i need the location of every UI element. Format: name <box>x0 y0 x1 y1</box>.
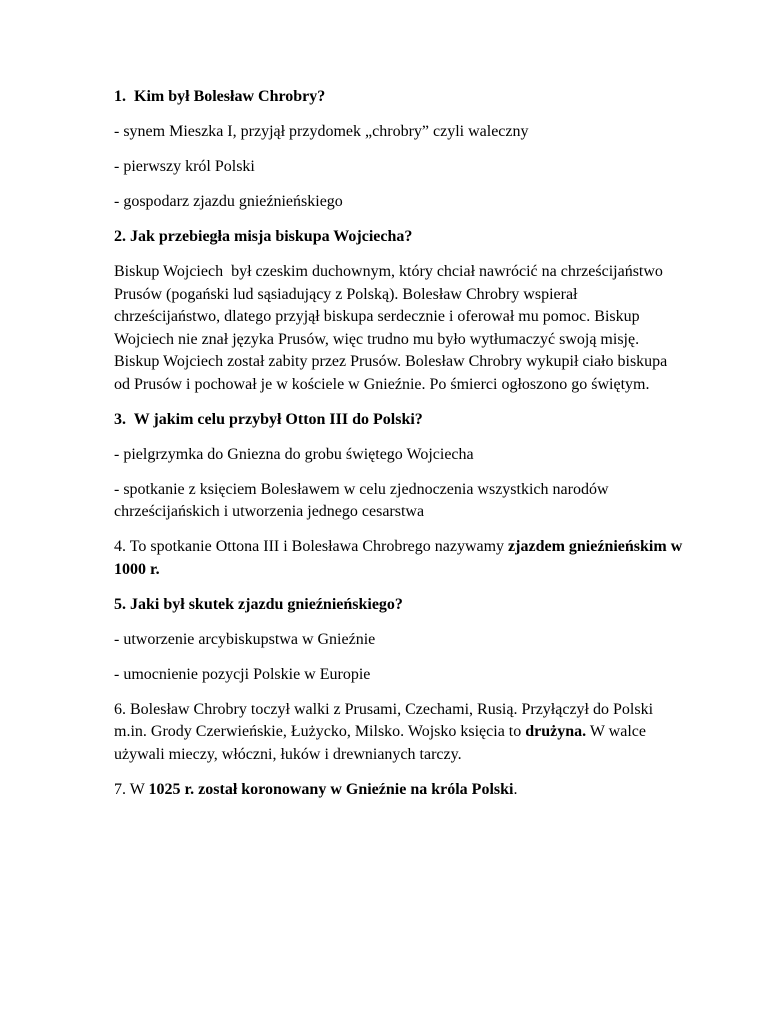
question-3-title: 3. W jakim celu przybył Otton III do Polski? <box>114 410 423 428</box>
question-5-heading <box>114 594 684 617</box>
question-3-item-1: - pielgrzymka do Gniezna do grobu świętego Wojciecha <box>114 445 474 463</box>
question-5-title: 5. Jaki był skutek zjazdu gnieźnieńskiego? <box>114 595 403 613</box>
question-1-item-1: - synem Mieszka I, przyjął przydomek „chrobry” czyli waleczny <box>114 123 529 140</box>
question-4-bold: zjazdem gnieźnieńskim w 1000 r. <box>114 538 687 578</box>
question-5-item-1: - utworzenie arcybiskupstwa w Gnieźnie <box>114 630 376 648</box>
question-5-item-2: - umocnienie pozycji Polskie w Europie <box>114 665 371 683</box>
question-2-body: Biskup Wojciech był czeskim duchownym, który chciał nawrócić na chrześcijaństwo Prusów (pogański lud sąsiadujący z Polską). Bolesław Chrobry wspierał chrześcijaństwo, dlatego przyjął biskupa serdecznie i oferował mu pomoc. Biskup Wojciech nie znał języka Prusów, więc trudno mu było wytłumaczyć swoją misję. Biskup Wojciech został zabity przez Prusów. Bolesław Chrobry wykupił ciało biskupa od Prusów i pochował je w kościele w Gnieźnie. Po śmierci ogłoszono go świętym. <box>114 263 672 393</box>
question-4-text: 4. To spotkanie Ottona III i Bolesława Chrobrego nazywamy <box>114 538 509 555</box>
question-3-heading <box>114 409 684 432</box>
question-6-bold: drużyna. <box>525 723 587 740</box>
document-page <box>114 86 687 814</box>
question-6-text-b: W walce używali mieczy, włóczni, łuków i drewnianych tarczy. <box>114 723 650 763</box>
question-7-text-b: . <box>513 780 518 798</box>
question-1-title: 1. Kim był Bolesław Chrobry? <box>114 88 326 105</box>
question-7-paragraph <box>114 779 684 802</box>
question-2-title: 2. Jak przebiegła misja biskupa Wojciecha? <box>114 228 413 245</box>
question-1-item-2: - pierwszy król Polski <box>114 158 255 175</box>
question-3-item-2: - spotkanie z księciem Bolesławem w celu zjednoczenia wszystkich narodów chrześcijańskich i utworzenia jednego cesarstwa <box>114 480 613 520</box>
question-2-heading <box>114 226 684 249</box>
question-1-heading <box>114 86 684 109</box>
question-7-bold: 1025 r. został koronowany w Gnieźnie na króla Polski <box>148 780 514 798</box>
question-4-paragraph <box>114 536 687 581</box>
question-7-text-a: 7. W <box>114 780 149 798</box>
question-6-text-a: 6. Bolesław Chrobry toczył walki z Prusami, Czechami, Rusią. Przyłączył do Polski m.in. Grody Czerwieńskie, Łużycko, Milsko. Wojsko księcia to <box>114 700 658 740</box>
question-1-item-3: - gospodarz zjazdu gnieźnieńskiego <box>114 193 343 210</box>
question-6-paragraph <box>114 699 684 767</box>
